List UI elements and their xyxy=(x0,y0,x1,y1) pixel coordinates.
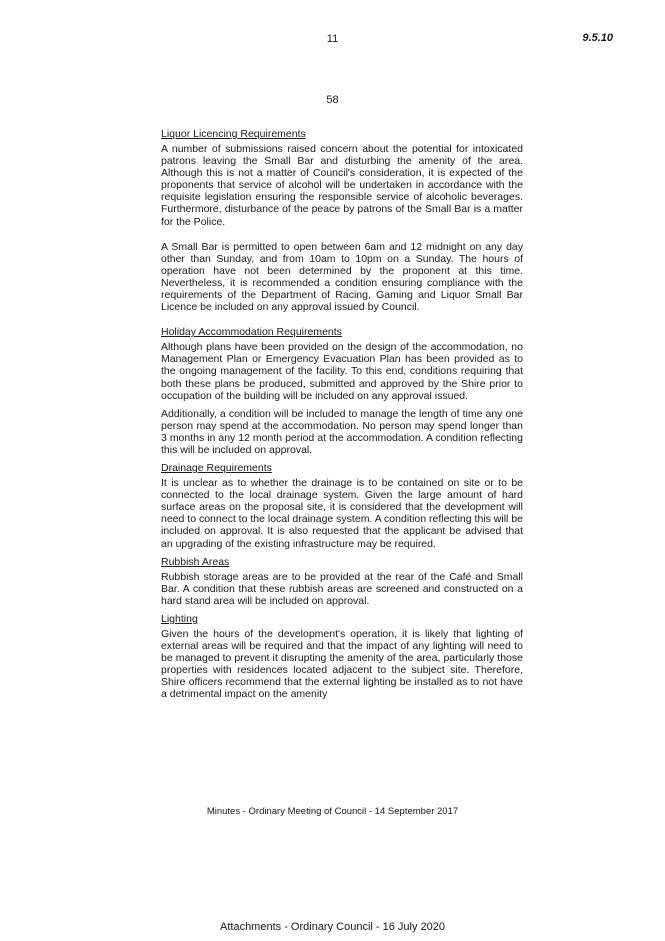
section-heading-lighting: Lighting xyxy=(161,612,198,625)
document-body xyxy=(161,128,523,700)
attachments-footer: Attachments - Ordinary Council - 16 July 2020 xyxy=(220,921,445,933)
minutes-footer: Minutes - Ordinary Meeting of Council - 14 September 2017 xyxy=(206,806,459,817)
section-heading-rubbish-areas: Rubbish Areas xyxy=(161,555,230,568)
section-heading-liquor-licencing: Liquor Licencing Requirements xyxy=(161,128,306,140)
paragraph: Rubbish storage areas are to be provided at the rear of the Café and Small Bar. A condition that these rubbish areas are screened and constructed on a hard stand area will be included on approval. xyxy=(161,570,523,607)
section-heading-drainage: Drainage Requirements xyxy=(161,462,272,475)
section-heading-holiday-accommodation: Holiday Accommodation Requirements xyxy=(161,326,342,339)
inner-page-number: 58 xyxy=(326,94,339,106)
paragraph: Given the hours of the development's operation, it is likely that lighting of external areas will be required and that the impact of any lighting will need to be managed to prevent it disrupting the amenity of the area, particularly those properties with residences located adjacent to the subject site. Therefore, Shire officers recommend that the external lighting be installed as to not have a detrimental impact on the amenity xyxy=(161,627,523,701)
page-number: 11 xyxy=(326,33,339,45)
paragraph: Although plans have been provided on the design of the accommodation, no Management Plan or Emergency Evacuation Plan has been provided as to the ongoing management of the facility. To this end, conditions requiring that both these plans be produced, submitted and approved by the Shire prior to occupation of the building will be included on any approval issued. xyxy=(161,341,523,402)
item-reference: 9.5.10 xyxy=(582,32,613,44)
paragraph: Additionally, a condition will be included to manage the length of time any one person may spend at the accommodation. No person may spend longer than 3 months in any 12 month period at the accommodation. A condition reflecting this will be included on approval. xyxy=(161,407,523,456)
paragraph: A number of submissions raised concern about the potential for intoxicated patrons leaving the Small Bar and disturbing the amenity of the area. Although this is not a matter of Council's consideration, it is expected of the proponents that service of alcohol will be undertaken in accordance with the requisite legislation ensuring the responsible service of alcoholic beverages. Furthermore, disturbance of the peace by patrons of the Small Bar is a matter for the Police. xyxy=(161,143,523,228)
paragraph: A Small Bar is permitted to open between 6am and 12 midnight on any day other than Sunday, and from 10am to 10pm on a Sunday. The hours of operation have not been determined by the proponent at this time. Nevertheless, it is recommended a condition ensuring compliance with the requirements of the Department of Racing, Gaming and Liquor Small Bar Licence be included on any approval issued by Council. xyxy=(161,240,523,314)
paragraph: It is unclear as to whether the drainage is to be contained on site or to be connected to the local drainage system. Given the large amount of hard surface areas on the proposal site, it is considered that the development will need to connect to the local drainage system. A condition reflecting this will be included on approval. It is also requested that the applicant be advised that an upgrading of the existing infrastructure may be required. xyxy=(161,477,523,550)
